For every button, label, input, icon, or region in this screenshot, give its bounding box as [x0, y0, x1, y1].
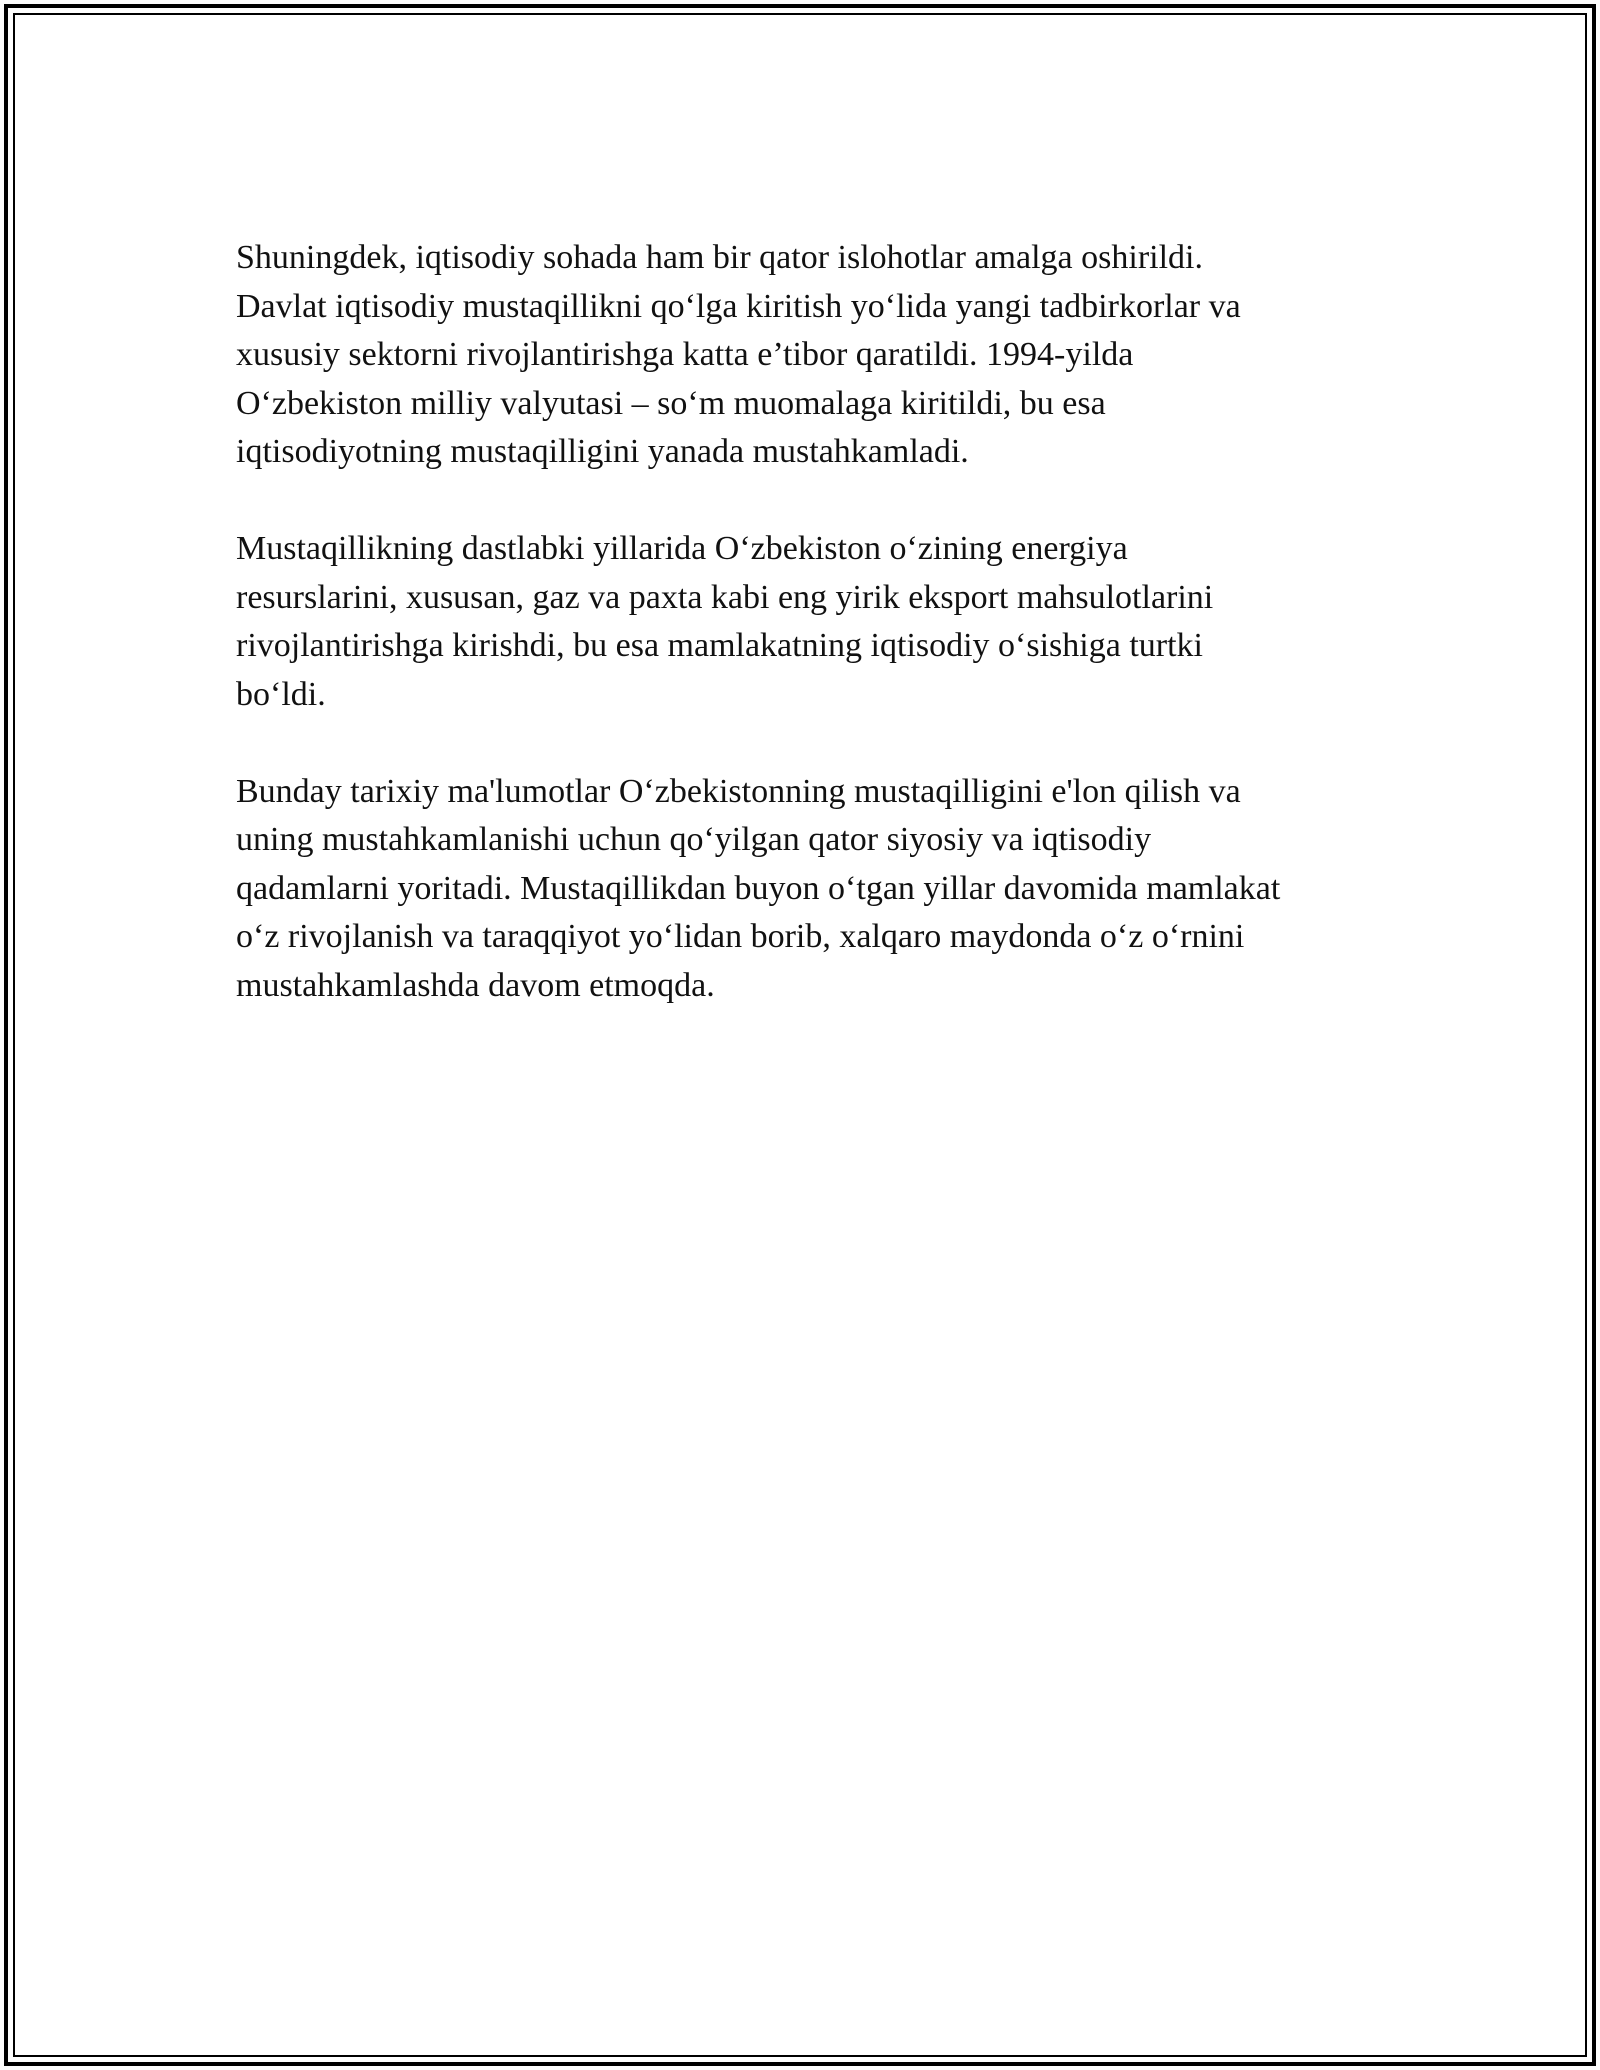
document-body — [236, 234, 1376, 1059]
paragraph-independence-summary: Bunday tarixiy ma'lumotlar O‘zbekistonning mustaqilligini e'lon qilish va uning mustahkamlanishi uchun qo‘yilgan qator siyosiy va iqtisodiy qadamlarni yoritadi. Mustaqillikdan buyon o‘tgan yillar davomida mamlakat o‘z rivojlanish va taraqqiyot yo‘lidan borib, xalqaro maydonda o‘z o‘rnini mustahkamlashda davom etmoqda. — [236, 772, 1281, 1004]
paragraph-economic-reforms: Shuningdek, iqtisodiy sohada ham bir qator islohotlar amalga oshirildi. Davlat iqtisodiy mustaqillikni qo‘lga kiritish yo‘lida yangi tadbirkorlar va xususiy sektorni rivojlantirishga katta e’tibor qaratildi. 1994-yilda O‘zbekiston milliy valyutasi – so‘m muomalaga kiritildi, bu esa iqtisodiyotning mustaqilligini yanada mustahkamladi. — [236, 239, 1241, 470]
paragraph-energy-resources: Mustaqillikning dastlabki yillarida O‘zbekiston o‘zining energiya resurslarini, xususan, gaz va paxta kabi eng yirik eksport mahsulotlarini rivojlantirishga kirishdi, bu esa mamlakatning iqtisodiy o‘sishiga turtki bo‘ldi. — [236, 530, 1214, 713]
